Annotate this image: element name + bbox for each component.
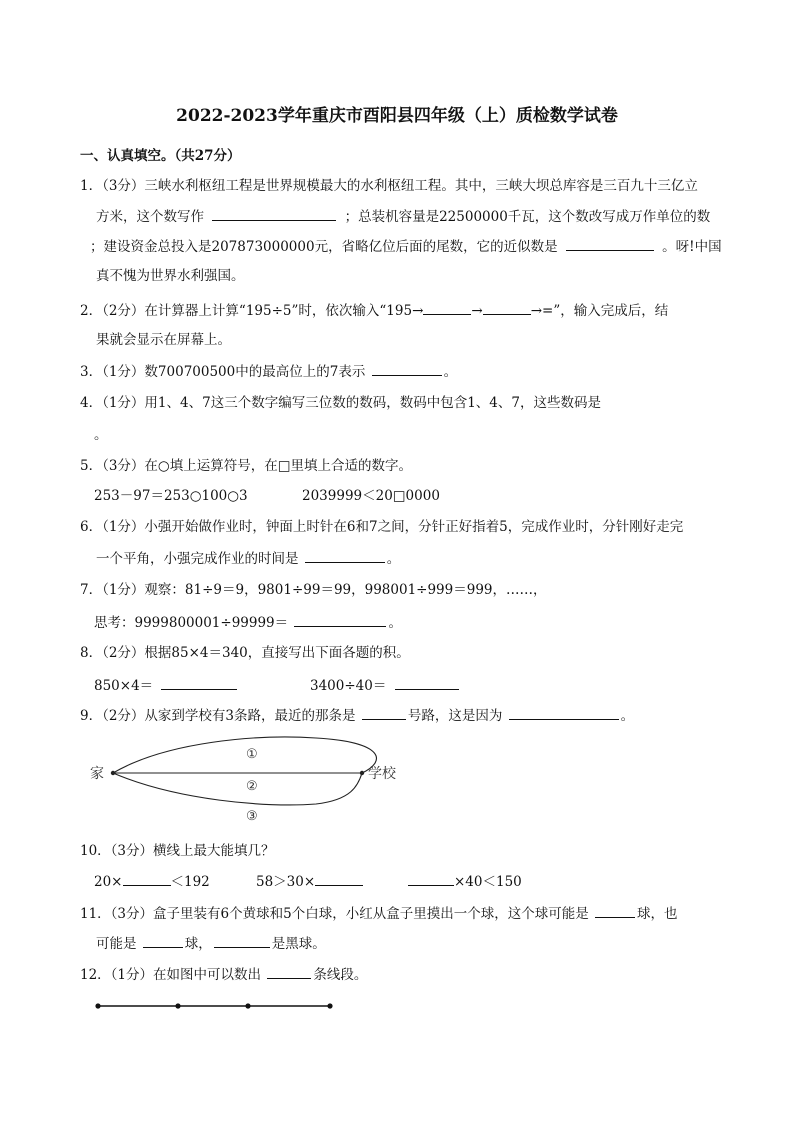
- q5-line1: 5．（3分）在○填上运算符号，在□里填上合适的数字。: [80, 458, 412, 474]
- q10-expr1-text-a: 20×: [94, 874, 123, 890]
- q9-answer-blank-1[interactable]: [362, 707, 406, 720]
- q9-answer-blank-2[interactable]: [509, 707, 619, 720]
- q9-line1: [80, 707, 634, 724]
- label-school: 学校: [368, 766, 396, 782]
- q11-text-d: 球，: [184, 936, 212, 952]
- q6-answer-blank[interactable]: [305, 550, 385, 563]
- q8-line1: 8．（2分）根据85×4＝340，直接写出下面各题的积。: [80, 645, 410, 661]
- section-heading: 一、认真填空。（共27分）: [80, 148, 241, 164]
- q10-answer-blank-2[interactable]: [315, 873, 363, 886]
- q3-answer-blank[interactable]: [372, 363, 442, 376]
- q2-line2: 果就会显示在屏幕上。: [96, 332, 231, 348]
- q8-answer-blank-2[interactable]: [395, 677, 459, 690]
- segment-diagram: [90, 998, 340, 1014]
- q11-text-e: 是黑球。: [271, 936, 326, 952]
- q7-line1: 7．（1分）观察：81÷9＝9，9801÷99＝99，998001÷999＝999，……，: [80, 582, 547, 598]
- label-home: 家: [90, 766, 104, 782]
- q1-line2: [96, 208, 710, 225]
- q5-expr-1: 253－97＝253○100○3: [94, 488, 248, 504]
- q6-line2: [96, 550, 400, 567]
- q1-line2-text-a: 方米，这个数写作: [96, 209, 204, 225]
- q11-line1: [80, 905, 678, 922]
- q3-text-a: 3．（1分）数700700500中的最高位上的7表示: [80, 364, 366, 380]
- q10-line1: 10．（3分）横线上最大能填几？: [80, 843, 275, 859]
- home-point: [111, 771, 115, 775]
- q6-text-a: 一个平角，小强完成作业的时间是: [96, 551, 299, 567]
- q10-expr3-text: ×40＜150: [454, 874, 522, 890]
- q10-expr1-text-b: ＜192: [170, 874, 210, 890]
- q8-expr2-text: 3400÷40＝: [310, 678, 387, 694]
- q2-text-c: →=”，输入完成后，结: [530, 303, 669, 319]
- segment-point: [245, 1003, 250, 1008]
- question-3: [80, 363, 457, 380]
- q12-line1: [80, 966, 367, 983]
- q9-text-c: 。: [620, 708, 635, 724]
- q8-expr1-text: 850×4＝: [94, 678, 154, 694]
- q1-line3-text-b: 。呀!中国: [662, 239, 722, 255]
- q2-text-b: →: [471, 303, 483, 319]
- q11-answer-blank-2[interactable]: [143, 935, 183, 948]
- q10-expr-2: [256, 873, 363, 890]
- q6-text-b: 。: [386, 551, 401, 567]
- q1-answer-blank-2[interactable]: [566, 238, 654, 251]
- route-3-label: ③: [246, 809, 258, 824]
- q10-expr-3: [408, 873, 522, 890]
- q10-answer-blank-3[interactable]: [408, 873, 454, 886]
- q1-line3-text-a: ；建设资金总投入是207873000000元，省略亿位后面的尾数，它的近似数是: [90, 239, 558, 255]
- q8-expr-1: [94, 677, 237, 694]
- q7-answer-blank[interactable]: [294, 614, 386, 627]
- segment-point: [95, 1003, 100, 1008]
- q11-answer-blank-3[interactable]: [214, 935, 270, 948]
- q1-line2-text-b: ；总装机容量是22500000千瓦，这个数改写成万作单位的数: [344, 209, 711, 225]
- q11-answer-blank-1[interactable]: [595, 905, 635, 918]
- q10-expr-1: [94, 873, 210, 890]
- q11-text-b: 球，也: [637, 906, 678, 922]
- route-1-label: ①: [246, 747, 258, 762]
- q2-line1: [80, 302, 668, 319]
- q7-line2: [94, 614, 402, 631]
- q11-text-a: 11．（3分）盒子里装有6个黄球和5个白球，小红从盒子里摸出一个球，这个球可能是: [80, 906, 589, 922]
- q2-answer-blank-1[interactable]: [423, 302, 471, 315]
- school-point: [360, 771, 364, 775]
- routes-diagram: [86, 734, 406, 826]
- q2-answer-blank-2[interactable]: [483, 302, 531, 315]
- q10-expr2-text: 58＞30×: [256, 874, 316, 890]
- q12-answer-blank[interactable]: [267, 966, 311, 979]
- q4-line2: 。: [94, 427, 108, 443]
- q4-line1: 4．（1分）用1、4、7这三个数字编写三位数的数码，数码中包含1、4、7，这些数码是: [80, 395, 601, 411]
- q12-text-a: 12．（1分）在如图中可以数出: [80, 967, 262, 983]
- q8-answer-blank-1[interactable]: [161, 677, 237, 690]
- q9-text-b: 号路，这是因为: [407, 708, 503, 724]
- route-2-label: ②: [246, 779, 258, 794]
- q11-line2: [96, 935, 326, 952]
- q6-line1: 6．（1分）小强开始做作业时，钟面上时针在6和7之间，分针正好指着5，完成作业时，分针刚好走完: [80, 519, 684, 535]
- page-title: 2022-2023学年重庆市酉阳县四年级（上）质检数学试卷: [176, 106, 618, 126]
- q7-text-b: 。: [388, 615, 402, 631]
- q3-text-b: 。: [443, 364, 458, 380]
- q2-text-a: 2．（2分）在计算器上计算“195÷5”时，依次输入“195→: [80, 303, 424, 319]
- segment-point: [327, 1003, 332, 1008]
- q11-text-c: 可能是: [96, 936, 137, 952]
- q9-text-a: 9．（2分）从家到学校有3条路，最近的那条是: [80, 708, 356, 724]
- q1-answer-blank-1[interactable]: [212, 208, 336, 221]
- route-1-path: [113, 737, 376, 773]
- q7-text-a: 思考：9999800001÷99999＝: [94, 615, 289, 631]
- route-3-path: [113, 773, 362, 805]
- q12-text-b: 条线段。: [313, 967, 368, 983]
- q1-line4: 真不愧为世界水利强国。: [96, 268, 245, 284]
- q8-expr-2: [310, 677, 459, 694]
- segment-point: [175, 1003, 180, 1008]
- q5-expr-2: 2039999＜20□0000: [302, 488, 440, 504]
- q10-answer-blank-1[interactable]: [123, 873, 171, 886]
- q1-line3: [90, 238, 722, 255]
- q1-line1: 1．（3分）三峡水利枢纽工程是世界规模最大的水利枢纽工程。其中，三峡大坝总库容是三百九十三亿立: [80, 178, 698, 194]
